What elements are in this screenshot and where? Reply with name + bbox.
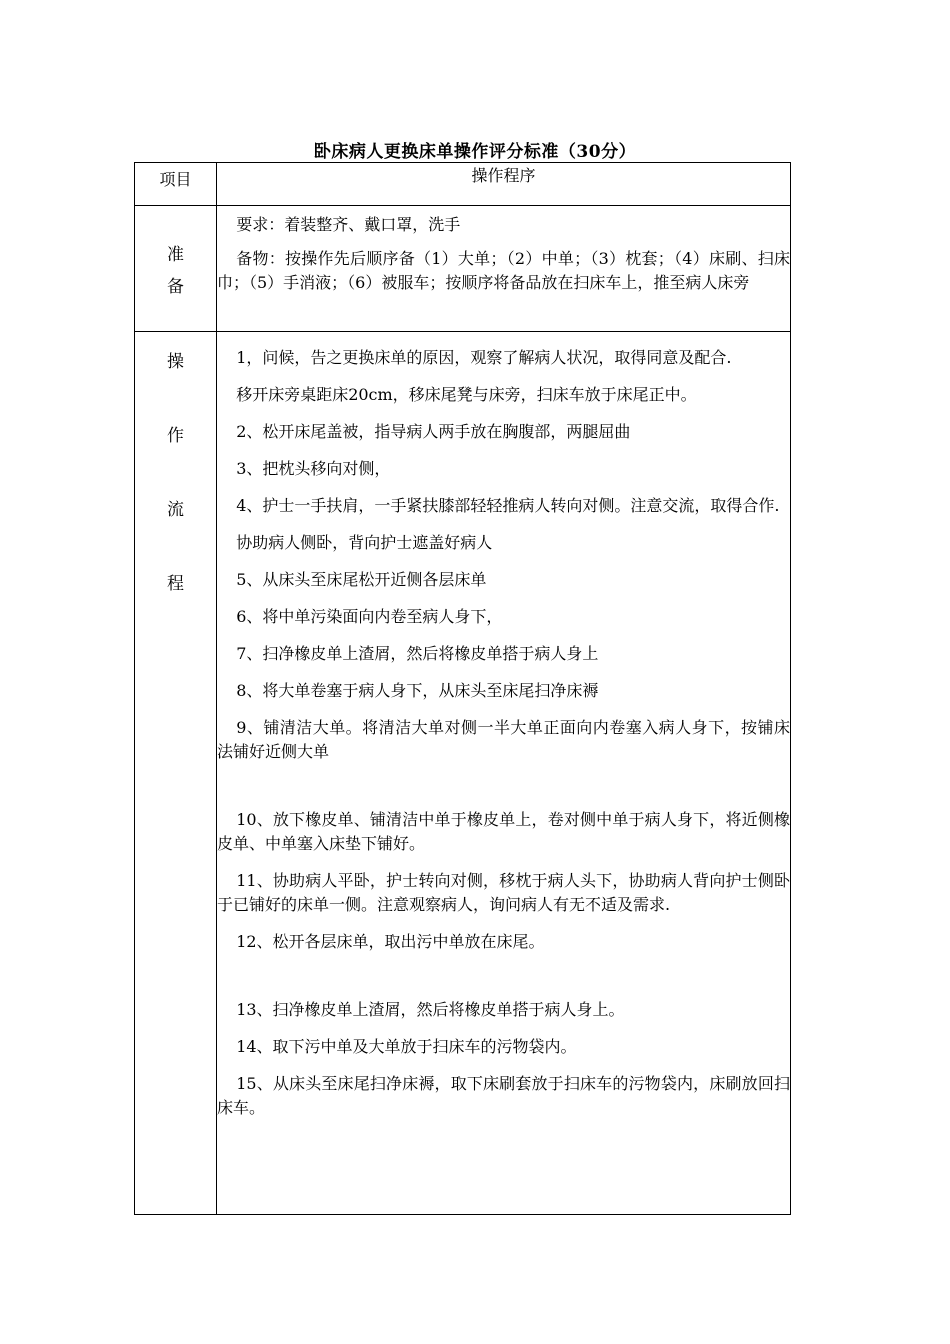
procedure-step: 移开床旁桌距床20cm，移床尾凳与床旁，扫床车放于床尾正中。: [236, 385, 697, 404]
procedure-step: 8、将大单卷塞于病人身下，从床头至床尾扫净床褥: [236, 681, 599, 700]
procedure-step: 15、从床头至床尾扫净床褥，取下床刷套放于扫床车的污物袋内，床刷放回扫床车。: [217, 1074, 790, 1117]
procedure-step: 协助病人侧卧，背向护士遮盖好病人: [236, 533, 493, 552]
scoring-table: [134, 162, 791, 1215]
procedure-row: [135, 332, 791, 1215]
label-char: 流: [167, 500, 184, 520]
header-procedure: 操作程序: [217, 163, 791, 206]
procedure-step: 11、协助病人平卧，护士转向对侧，移枕于病人头下，协助病人背向护士侧卧于已铺好的床单一侧。注意观察病人，询问病人有无不适及需求.: [217, 871, 790, 914]
procedure-step: 3、把枕头移向对侧，: [236, 459, 391, 478]
preparation-content: [217, 206, 791, 332]
procedure-step: 14、取下污中单及大单放于扫床车的污物袋内。: [236, 1037, 577, 1056]
label-char: 程: [167, 574, 184, 594]
preparation-label: [135, 206, 217, 332]
document-title: 卧床病人更换床单操作评分标准（30分）: [313, 142, 637, 162]
procedure-step: 12、松开各层床单，取出污中单放在床尾。: [236, 932, 545, 951]
procedure-step: 2、松开床尾盖被，指导病人两手放在胸腹部，两腿屈曲: [236, 422, 631, 441]
label-char: 操: [167, 352, 184, 372]
procedure-step: 10、放下橡皮单、铺清洁中单于橡皮单上，卷对侧中单于病人身下，将近侧橡皮单、中单塞入床垫下铺好。: [217, 810, 790, 853]
label-char: 作: [167, 426, 184, 446]
label-char: 备: [167, 277, 184, 297]
supplies-text: 备物：按操作先后顺序备（1）大单；（2）中单；（3）枕套；（4）床刷、扫床巾；（5）手消液；（6）被服车；按顺序将备品放在扫床车上，推至病人床旁: [217, 249, 790, 292]
procedure-step: 4、护士一手扶肩，一手紧扶膝部轻轻推病人转向对侧。注意交流，取得合作.: [236, 496, 780, 515]
procedure-step: 5、从床头至床尾松开近侧各层床单: [236, 570, 487, 589]
procedure-content: [217, 332, 791, 1215]
procedure-step: 6、将中单污染面向内卷至病人身下，: [236, 607, 503, 626]
procedure-step: 13、扫净橡皮单上渣屑，然后将橡皮单搭于病人身上。: [236, 1000, 625, 1019]
label-char: 准: [167, 245, 184, 265]
table-header-row: [135, 163, 791, 206]
procedure-label: [135, 332, 217, 1215]
preparation-row: [135, 206, 791, 332]
procedure-step: 7、扫净橡皮单上渣屑，然后将橡皮单搭于病人身上: [236, 644, 599, 663]
requirement-text: 要求：着装整齐、戴口罩，洗手: [236, 215, 461, 234]
header-item: 项目: [135, 163, 217, 206]
procedure-step: 9、铺清洁大单。将清洁大单对侧一半大单正面向内卷塞入病人身下，按铺床法铺好近侧大单: [217, 718, 790, 761]
procedure-step: 1，问候，告之更换床单的原因，观察了解病人状况，取得同意及配合.: [236, 348, 732, 367]
